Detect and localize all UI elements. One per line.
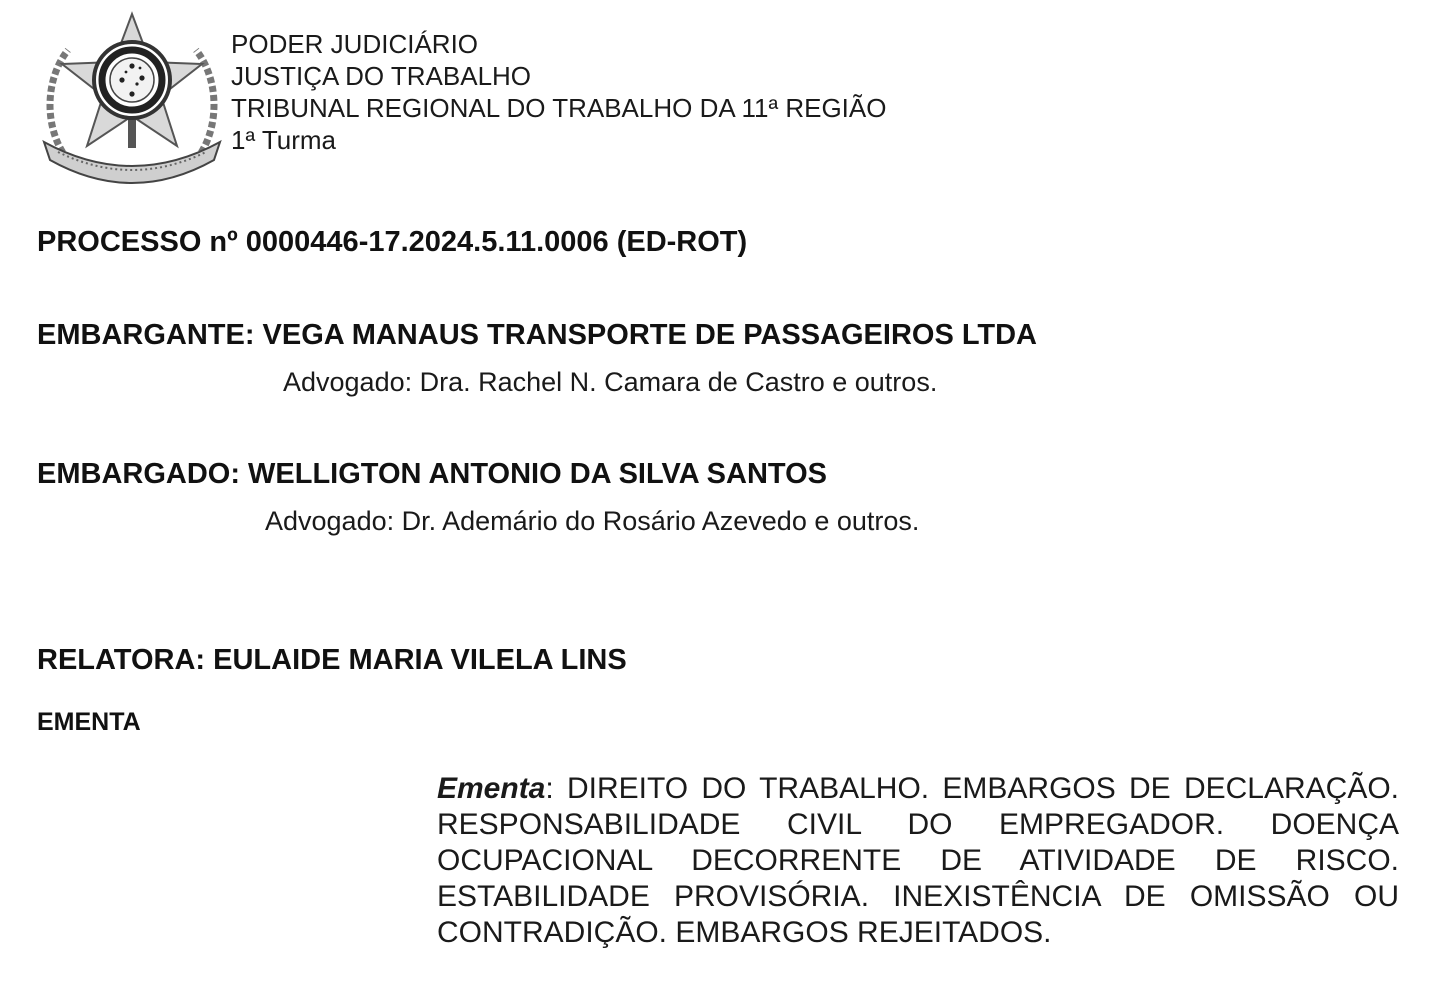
ementa-separator: : — [545, 772, 554, 805]
embargante-advogado: Advogado: Dra. Rachel N. Camara de Castro e outros. — [283, 367, 938, 397]
ementa-body — [437, 771, 1399, 951]
brasao-da-republica-icon — [38, 10, 226, 186]
ementa-text: DIREITO DO TRABALHO. EMBARGOS DE DECLARAÇÃO. RESPONSABILIDADE CIVIL DO EMPREGADOR. DOENÇA OCUPACIONAL DECORRENTE DE ATIVIDADE DE RISCO. ESTABILIDADE PROVISÓRIA. INEXISTÊNCIA DE OMISSÃO OU CONTRADIÇÃO. EMBARGOS REJEITADOS. — [437, 772, 1399, 949]
header-line-turma: 1ª Turma — [231, 125, 336, 155]
header-line-tribunal: TRIBUNAL REGIONAL DO TRABALHO DA 11ª REGIÃO — [231, 93, 887, 123]
header-line-justica: JUSTIÇA DO TRABALHO — [231, 61, 532, 91]
ementa-heading: EMENTA — [37, 708, 141, 736]
relatora-line: RELATORA: EULAIDE MARIA VILELA LINS — [37, 644, 627, 676]
court-header — [231, 28, 886, 156]
processo-number: PROCESSO nº 0000446-17.2024.5.11.0006 (ED-ROT) — [37, 226, 748, 258]
embargado-line: EMBARGADO: WELLIGTON ANTONIO DA SILVA SANTOS — [37, 458, 827, 490]
embargante-line: EMBARGANTE: VEGA MANAUS TRANSPORTE DE PASSAGEIROS LTDA — [37, 319, 1038, 351]
header-line-poder: PODER JUDICIÁRIO — [231, 29, 479, 59]
ementa-lead: Ementa — [437, 772, 546, 805]
embargado-advogado: Advogado: Dr. Ademário do Rosário Azevedo e outros. — [265, 506, 920, 536]
